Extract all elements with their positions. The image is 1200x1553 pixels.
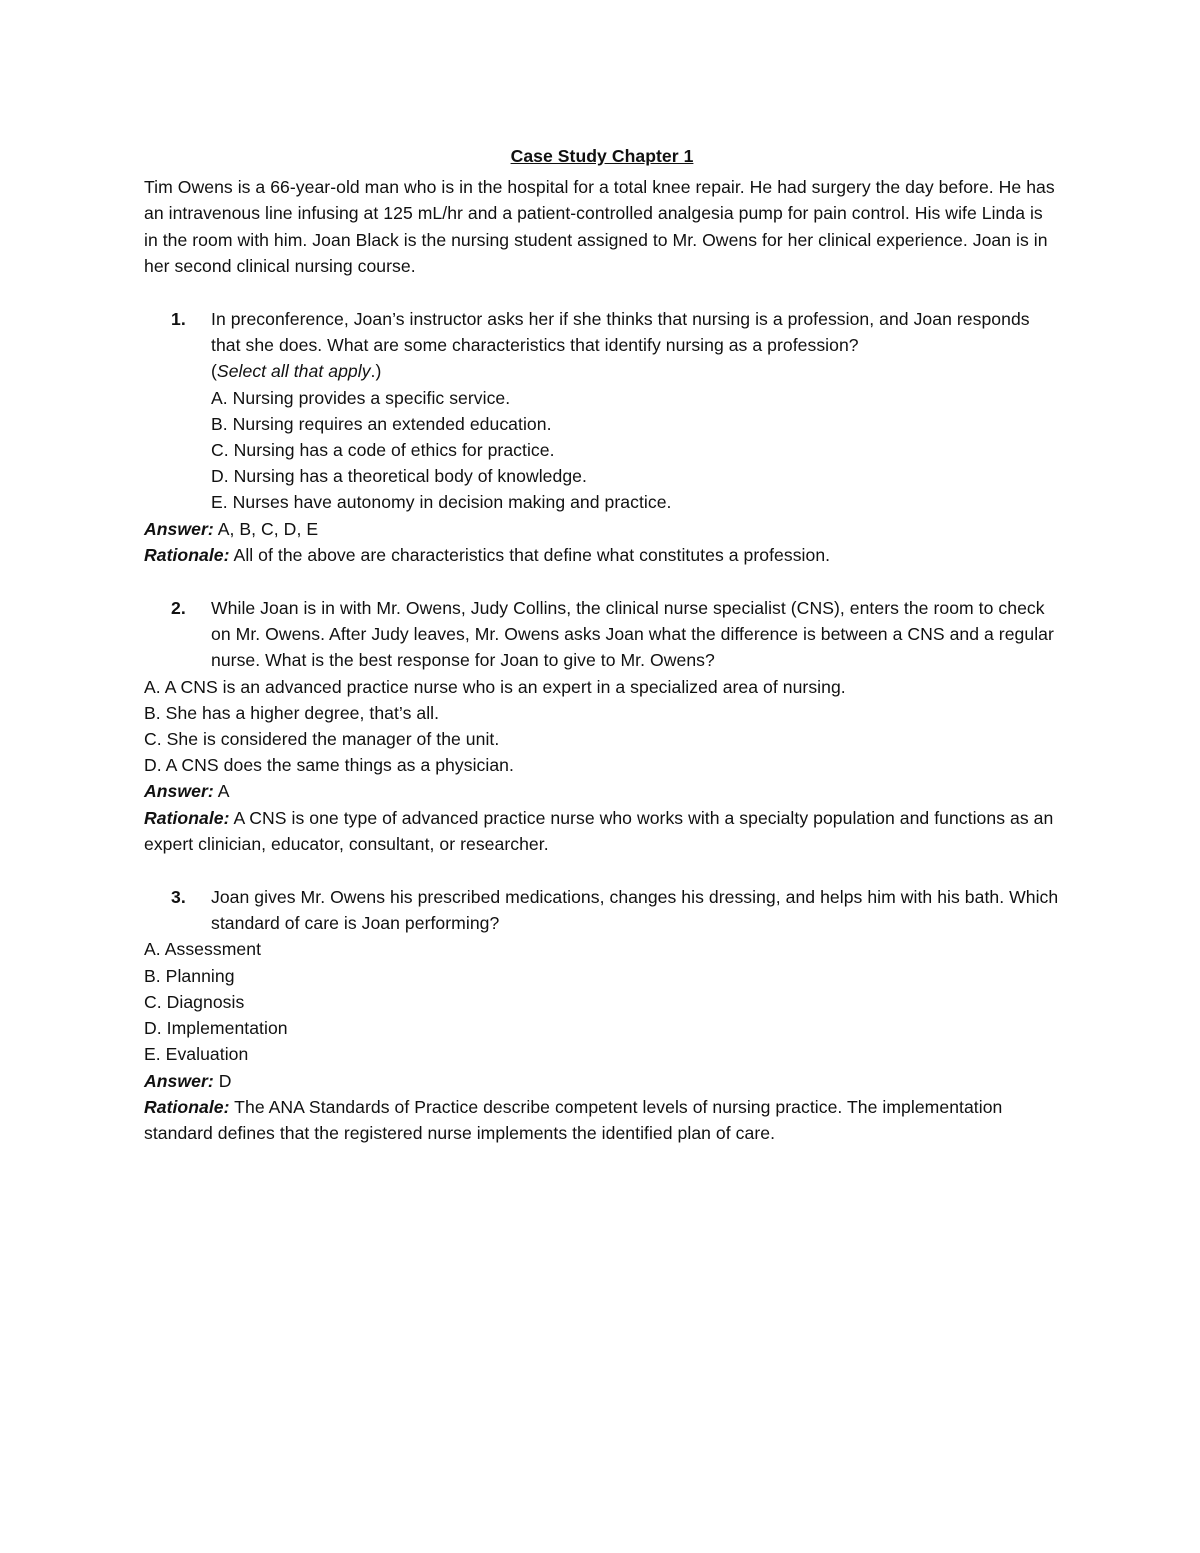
question-3-option-d: D. Implementation — [144, 1018, 288, 1039]
question-3-number: 3. — [171, 887, 186, 908]
case-intro: Tim Owens is a 66-year-old man who is in the hospital for a total knee repair. He had surgery the day before. He has an intravenous line infusing at 125 mL/hr and a patient-controlled analgesia pump for pain control. His wife Linda is in the room with him. Joan Black is the nursing student assigned to Mr. Owens for her clinical experience. Joan is in her second clinical nursing course. — [144, 177, 1055, 276]
document-title: Case Study Chapter 1 — [510, 146, 694, 166]
question-3-rationale — [144, 1094, 1060, 1146]
answer-value: D — [213, 1070, 232, 1091]
question-2-answer — [144, 778, 1060, 804]
document-content — [144, 143, 1060, 1173]
question-2-option-b: B. She has a higher degree, that’s all. — [144, 702, 440, 723]
question-2-stem — [144, 595, 1060, 674]
question-2 — [144, 595, 1060, 857]
question-3-option-c: C. Diagnosis — [144, 991, 245, 1012]
question-1-hint: Select all that apply — [216, 361, 371, 382]
answer-label: Answer: — [144, 781, 214, 802]
question-2-text: While Joan is in with Mr. Owens, Judy Collins, the clinical nurse specialist (CNS), enters the room to check on Mr. Owens. After Judy leaves, Mr. Owens asks Joan what the difference is between a CNS and a regular nurse. What is the best response for Joan to give to Mr. Owens? — [211, 598, 1054, 671]
rationale-text: All of the above are characteristics that define what constitutes a profession. — [229, 544, 831, 565]
question-1-text: In preconference, Joan’s instructor asks her if she thinks that nursing is a profession, and Joan responds that she does. What are some characteristics that identify nursing as a profession? — [211, 309, 1030, 356]
question-1-answer — [144, 516, 1060, 542]
answer-value: A, B, C, D, E — [213, 518, 319, 539]
question-3 — [144, 884, 1060, 1146]
answer-label: Answer: — [144, 518, 214, 539]
question-1-option-a: A. Nursing provides a specific service. — [211, 387, 511, 408]
question-2-option-c: C. She is considered the manager of the unit. — [144, 729, 500, 750]
rationale-text: The ANA Standards of Practice describe competent levels of nursing practice. The implementation standard defines that the registered nurse implements the identified plan of care. — [144, 1096, 1003, 1143]
question-1 — [144, 306, 1060, 568]
question-1-option-d: D. Nursing has a theoretical body of knowledge. — [211, 466, 587, 487]
question-3-option-b: B. Planning — [144, 965, 235, 986]
question-1-hint-open: ( — [211, 361, 217, 382]
question-1-number: 1. — [171, 309, 186, 330]
question-3-stem — [144, 884, 1060, 936]
question-2-rationale — [144, 805, 1060, 857]
rationale-label: Rationale: — [144, 807, 230, 828]
rationale-text: A CNS is one type of advanced practice nurse who works with a specialty population and functions as an expert clinician, educator, consultant, or researcher. — [144, 807, 1054, 854]
question-1-stem — [144, 306, 1060, 385]
answer-value: A — [213, 781, 230, 802]
question-3-answer — [144, 1068, 1060, 1094]
question-3-option-a: A. Assessment — [144, 939, 262, 960]
question-3-text: Joan gives Mr. Owens his prescribed medications, changes his dressing, and helps him with his bath. Which standard of care is Joan performing? — [211, 887, 1059, 934]
rationale-label: Rationale: — [144, 544, 230, 565]
question-2-option-d: D. A CNS does the same things as a physician. — [144, 755, 514, 776]
rationale-label: Rationale: — [144, 1096, 230, 1117]
question-3-option-e: E. Evaluation — [144, 1044, 249, 1065]
question-1-option-e: E. Nurses have autonomy in decision making and practice. — [211, 492, 672, 513]
question-2-number: 2. — [171, 598, 186, 619]
question-2-option-a: A. A CNS is an advanced practice nurse who is an expert in a specialized area of nursing. — [144, 676, 846, 697]
question-1-option-b: B. Nursing requires an extended education. — [211, 413, 552, 434]
question-1-hint-close: .) — [370, 361, 382, 382]
question-1-option-c: C. Nursing has a code of ethics for practice. — [211, 440, 555, 461]
question-1-rationale — [144, 542, 1060, 568]
answer-label: Answer: — [144, 1070, 214, 1091]
